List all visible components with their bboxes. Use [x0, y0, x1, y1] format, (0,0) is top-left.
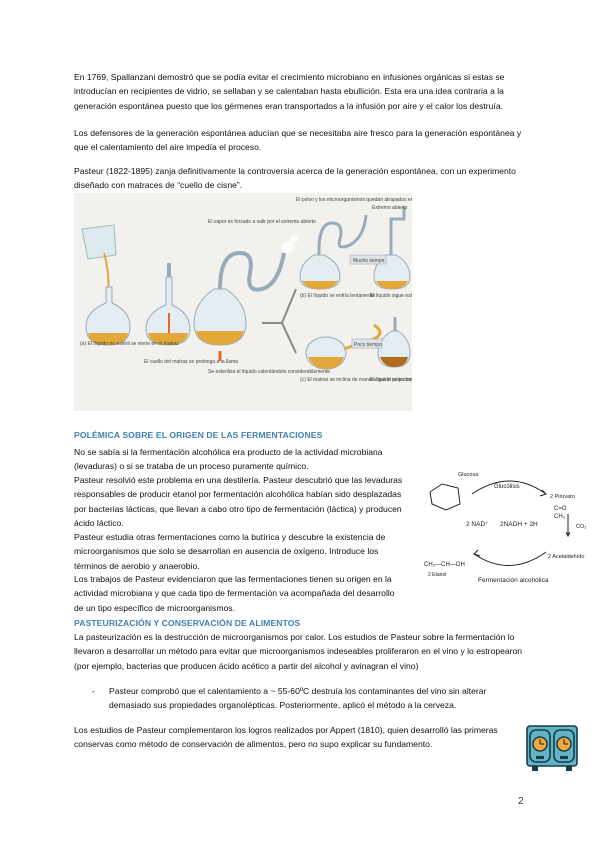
co-label: C=O: [554, 506, 567, 512]
flask-b-sterile: [374, 207, 410, 289]
fermentaciones-p2: Pasteur resolvió este problema en una destilería. Pasteur descubrió que las levaduras responsables de producir etanol por fermentación alcohólica habían sido desplazadas por bacterias lácticas, que llevan a cabo otro tipo de fermentación (láctica) y producen ácido láctico.: [74, 475, 403, 528]
co2-label: CO₂: [576, 524, 587, 530]
label-b-sterile: El líquido sigue est: [370, 293, 412, 299]
page-number: 2: [518, 796, 524, 807]
pasteurizacion-bullet-list: [92, 684, 524, 713]
flask-a-boiling: [194, 235, 298, 361]
nadh-label: 2NADH + 2H: [500, 521, 538, 528]
label-sterilized: Se esteriliza el líquido calentándolo considerablemente: [208, 369, 331, 375]
glucosa-label: Glucosa: [458, 472, 479, 478]
pasteurizacion-heading: PASTEURIZACIÓN Y CONSERVACIÓN DE ALIMENTOS: [74, 618, 301, 628]
fermentaciones-heading: POLÉMICA SOBRE EL ORIGEN DE LAS FERMENTACIONES: [74, 430, 323, 440]
short-time-box: [352, 339, 382, 348]
beaker-illustration: [82, 225, 116, 297]
etanol-formula: CH₃—CH—OH: [424, 562, 465, 568]
flask-c-rotten: [378, 317, 410, 367]
short-time-label: Poco tiempo: [354, 342, 382, 348]
label-neck: El cuello del matraz se prolonga a la llama: [144, 359, 238, 365]
ferment-caption: Fermentación alcohólica: [478, 577, 549, 584]
label-c-rot: El líquido se pudre: [370, 377, 412, 383]
pasteurizacion-bullet: - Pasteur comprobó que el calentamiento a ~ 55-60ºC destruía los contaminantes del vino sin alterar demasiado sus propiedades organolépticas. Posteriormente, aplicó el método a la cerveza.: [92, 684, 524, 713]
fermentaciones-p3: Pasteur estudia otras fermentaciones como la butírica y descubre la existencia de microorganismos que solo se desarrollan en ausencia de oxígeno. Introduce los términos de aerobio y anaerobio.: [74, 532, 386, 571]
flask-a-neck: [146, 263, 190, 345]
label-c-tilted: (c) El matraz se inclina de manera que el polvo co: [300, 377, 411, 383]
swan-neck-flask-figure: [74, 193, 412, 411]
nad-label: 2 NAD⁺: [466, 521, 489, 528]
acetaldehido-label: 2 Acetaldehído: [548, 554, 585, 560]
label-vapor: El vapor es forzado a salir por el extremo abierto: [208, 219, 316, 225]
pasteurizacion-p2: Los estudios de Pasteur complementaron los logros realizados por Appert (1810), quien desarrolló las primeras conservas como método de conservación de alimentos, pero no supo explicar su fundamento.: [74, 725, 498, 750]
fermentaciones-p4: Los trabajos de Pasteur evidenciaron que las fermentaciones tienen su origen en la actividad microbiana y que cada tipo de fermentación va acompañada del desarrollo de un tipo específico de microorganismos.: [74, 574, 395, 613]
pasteurizacion-p1: La pasteurización es la destrucción de microorganismos por calor. Los estudios de Pasteur sobre la fermentación lo llevaron a desarrollar un método para evitar que microorganismos indeseables proliferaron en el vino y lo estropearon (por ejemplo, bacterias que producen ácido acético a partir del alcohol y avinagran el vino): [74, 632, 523, 671]
pasteur-paragraph: Pasteur (1822-1895) zanja definitivamente la controversia acerca de la generación espontánea, con un experimento diseñado con matraces de “cuello de cisne”.: [74, 166, 516, 191]
label-open-end: Extremo abierto: [372, 205, 408, 211]
label-b-cooled: (b) El líquido se enfría lentamente: [300, 293, 376, 299]
label-a: (a) El líquido no estéril se vierte en el matraz: [80, 341, 179, 347]
label-dust: El polvo y los microorganismos quedan atrapados e: [296, 197, 411, 203]
ch3-label: CH₃: [554, 514, 566, 520]
flask-b-cooled: [300, 215, 366, 289]
long-time-label: Mucho tiempo: [353, 258, 385, 264]
tanks-icon: [526, 722, 578, 772]
etanol-label: 2 Etanol: [428, 572, 447, 578]
flask-a-filling: [86, 287, 130, 345]
fermentation-diagram: [418, 462, 600, 588]
glucolisis-label: Glucólisis: [494, 484, 520, 490]
fermentaciones-p1: No se sabía si la fermentación alcohólica era producto de la actividad microbiana (levaduras) o si se trataba de un proceso puramente químico.: [74, 447, 383, 472]
piruvato-label: 2 Piruvato: [550, 494, 575, 500]
long-time-box: [350, 255, 386, 264]
spallanzani-paragraph: En 1769, Spallanzani demostró que se podía evitar el crecimiento microbiano en infusiones orgánicas si estas se introducían en recipientes de vidrio, se sellaban y se calentaban hasta ebullición. Esta era una idea contraria a la generación espontánea puesto que los gérmenes eran transportados a la infusión por aire y el calor los destruía.: [74, 72, 505, 111]
defensores-paragraph: Los defensores de la generación espontánea aducían que se necesitaba aire fresco para la generación espontánea y que el calentamiento del aire impedía el proceso.: [74, 128, 522, 153]
